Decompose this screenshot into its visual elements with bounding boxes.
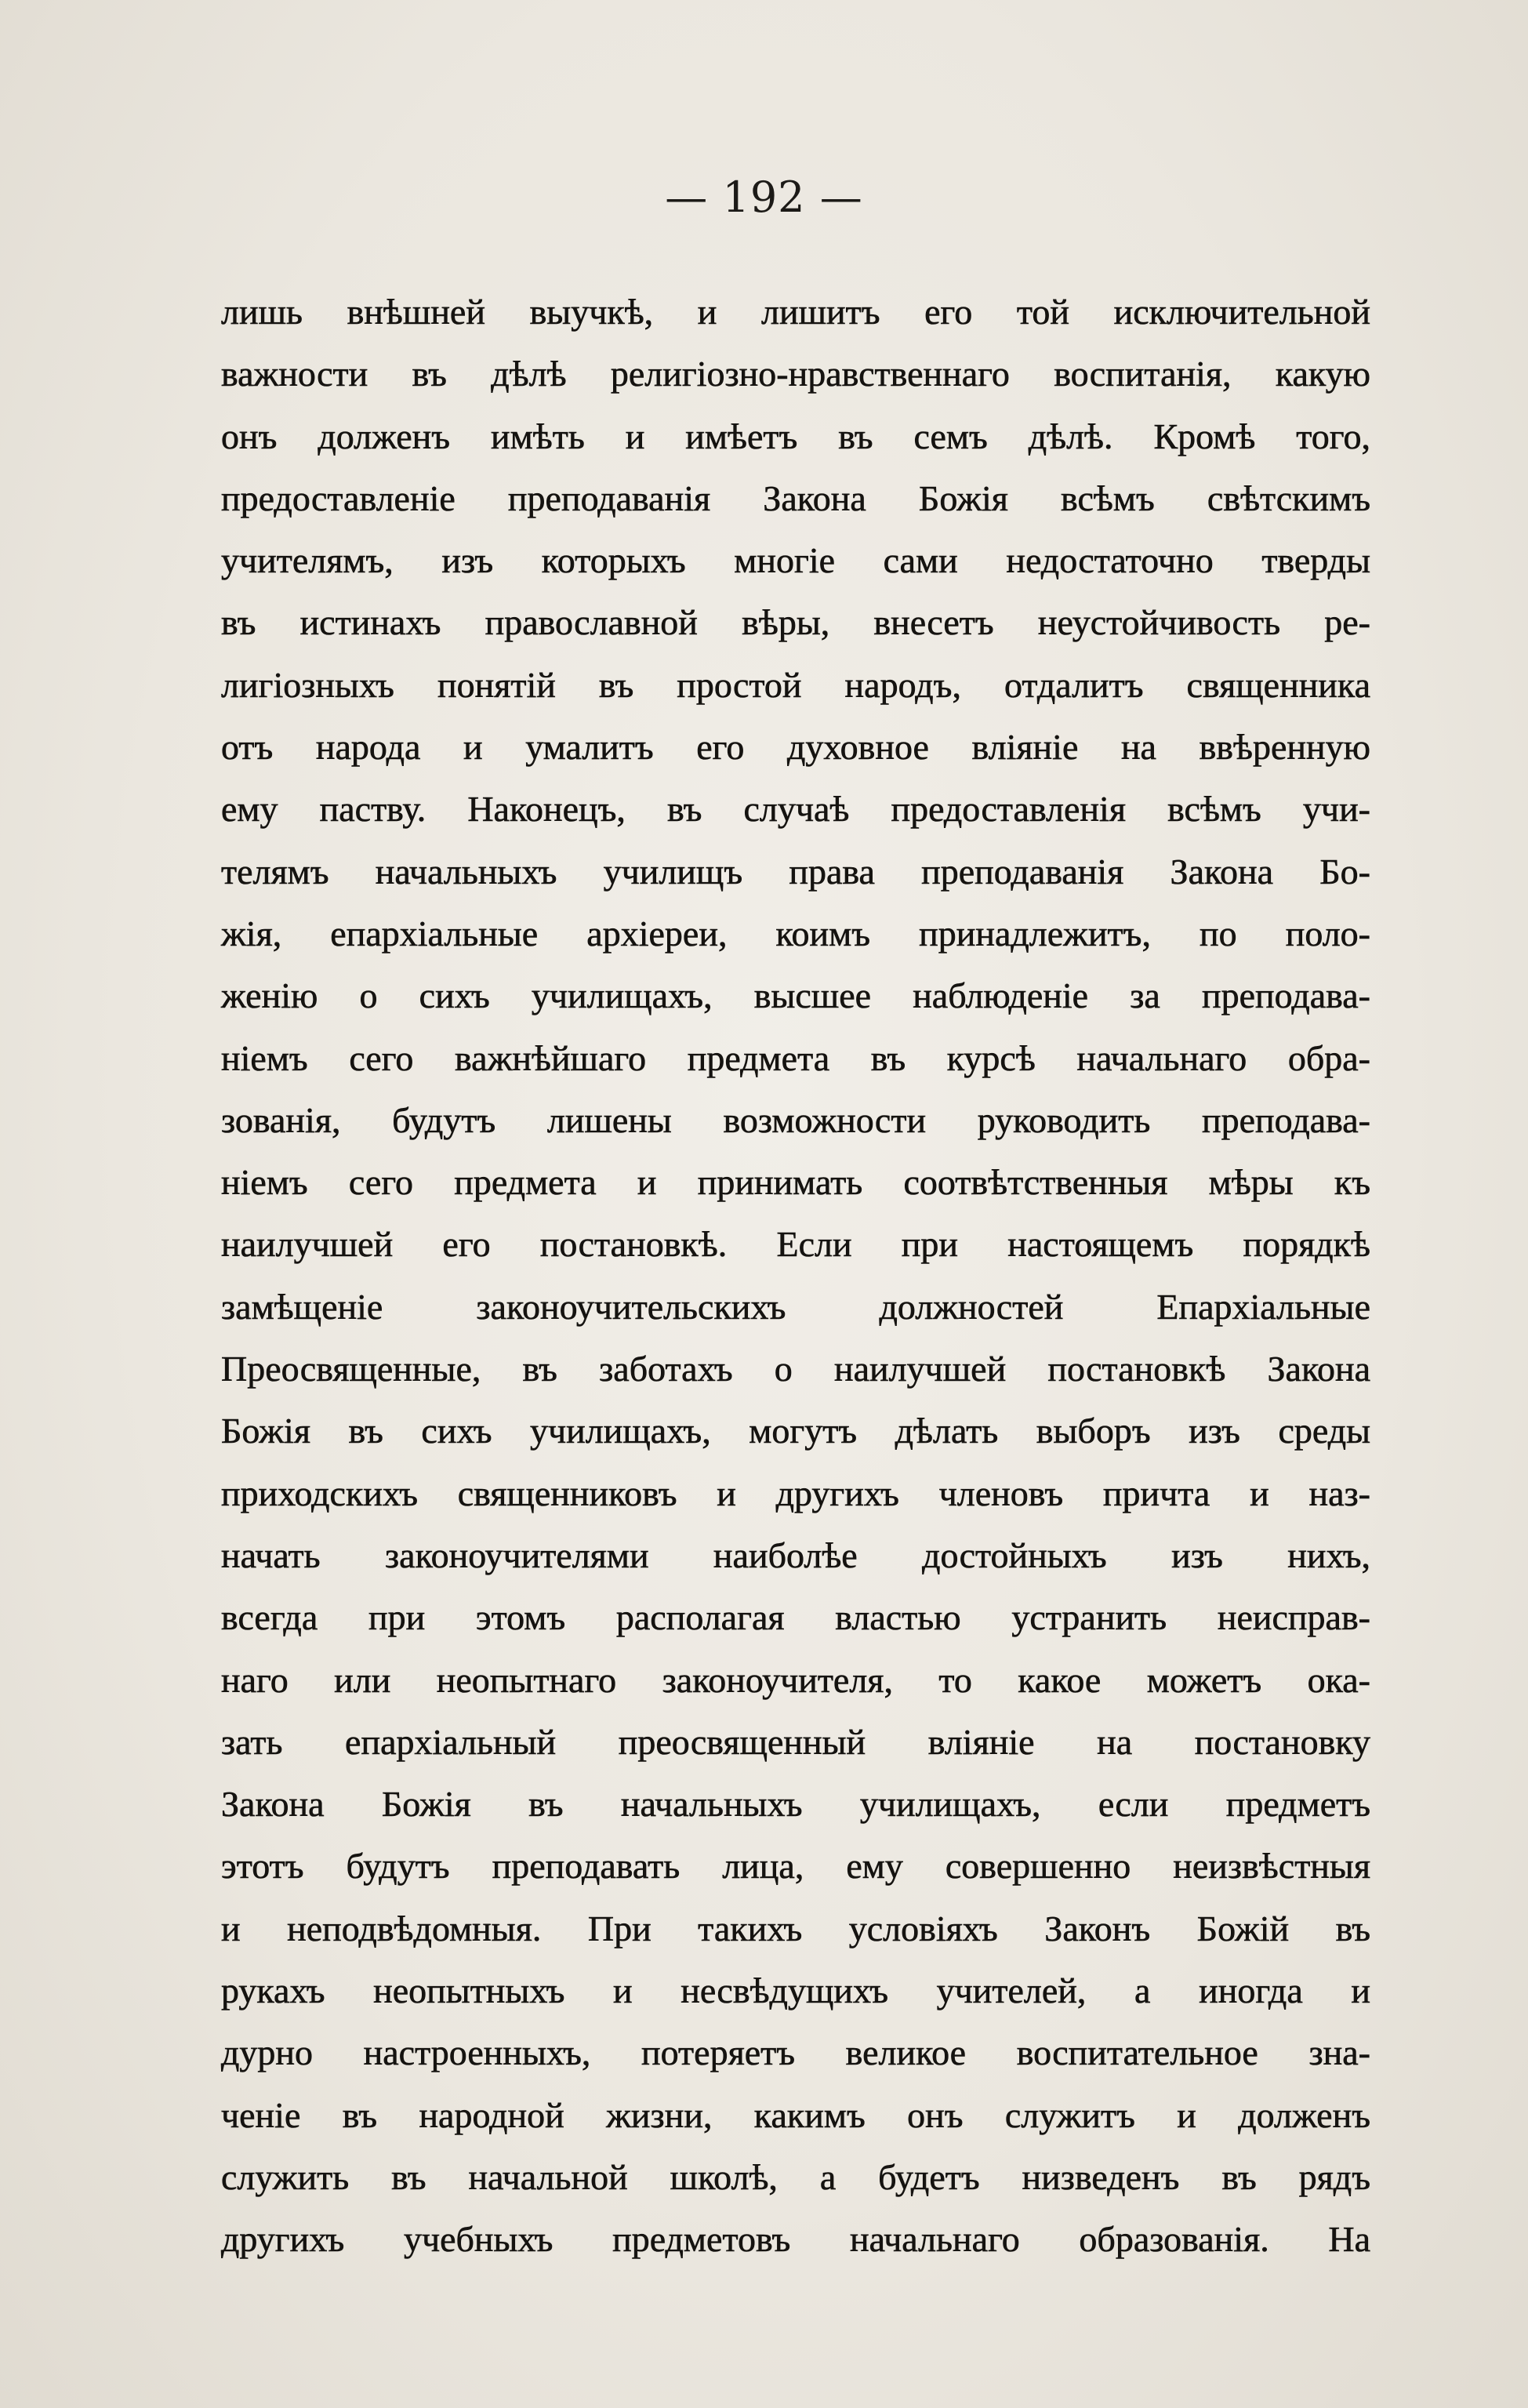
- text-line: наго или неопытнаго законоучителя, то какое можетъ ока-: [221, 1659, 1370, 1700]
- text-line: женію о сихъ училищахъ, высшее наблюденіе за преподава-: [221, 975, 1370, 1016]
- body-text: [221, 281, 1370, 2271]
- text-line: дурно настроенныхъ, потеряетъ великое воспитательное зна-: [221, 2032, 1370, 2073]
- text-line: Закона Божія въ начальныхъ училищахъ, если предметъ: [221, 1784, 1370, 1825]
- text-line: жія, епархіальные архіереи, коимъ принадлежитъ, по поло-: [221, 913, 1370, 953]
- text-line: учителямъ, изъ которыхъ многіе сами недостаточно тверды: [221, 540, 1370, 581]
- text-line: ніемъ сего важнѣйшаго предмета въ курсѣ начальнаго обра-: [221, 1037, 1370, 1078]
- text-line: этотъ будутъ преподавать лица, ему совершенно неизвѣстныя: [221, 1846, 1370, 1887]
- text-line: въ истинахъ православной вѣры, внесетъ неустойчивость ре-: [221, 602, 1370, 643]
- text-line: наилучшей его постановкѣ. Если при настоящемъ порядкѣ: [221, 1224, 1370, 1265]
- text-line: приходскихъ священниковъ и другихъ членовъ причта и наз-: [221, 1473, 1370, 1513]
- text-line: ченіе въ народной жизни, какимъ онъ служитъ и долженъ: [221, 2094, 1370, 2135]
- text-line: важности въ дѣлѣ религіозно-нравственнаго воспитанія, какую: [221, 354, 1370, 394]
- text-line: зованія, будутъ лишены возможности руководить преподава-: [221, 1099, 1370, 1140]
- text-line: онъ долженъ имѣть и имѣетъ въ семъ дѣлѣ. Кромѣ того,: [221, 416, 1370, 456]
- text-line: телямъ начальныхъ училищъ права преподаванія Закона Бо-: [221, 851, 1370, 892]
- text-line: ніемъ сего предмета и принимать соотвѣтственныя мѣры къ: [221, 1162, 1370, 1203]
- text-line: предоставленіе преподаванія Закона Божія всѣмъ свѣтскимъ: [221, 478, 1370, 518]
- text-line: зать епархіальный преосвященный вліяніе на постановку: [221, 1721, 1370, 1762]
- text-line: Божія въ сихъ училищахъ, могутъ дѣлать выборъ изъ среды: [221, 1411, 1370, 1451]
- page-number: — 192 —: [665, 173, 863, 222]
- text-line: рукахъ неопытныхъ и несвѣдущихъ учителей, а иногда и: [221, 1970, 1370, 2011]
- text-line: и неподвѣдомныя. При такихъ условіяхъ Законъ Божій въ: [221, 1908, 1370, 1949]
- text-line: замѣщеніе законоучительскихъ должностей Епархіальные: [221, 1286, 1370, 1327]
- text-line: лишь внѣшней выучкѣ, и лишитъ его той исключительной: [221, 292, 1370, 332]
- text-line: лигіозныхъ понятій въ простой народъ, отдалитъ священника: [221, 664, 1370, 705]
- text-line: ему паству. Наконецъ, въ случаѣ предоставленія всѣмъ учи-: [221, 789, 1370, 830]
- text-line: начать законоучителями наиболѣе достойныхъ изъ нихъ,: [221, 1535, 1370, 1575]
- text-line: служить въ начальной школѣ, а будетъ низведенъ въ рядъ: [221, 2156, 1370, 2197]
- text-line: всегда при этомъ располагая властью устранить неисправ-: [221, 1597, 1370, 1638]
- text-line: другихъ учебныхъ предметовъ начальнаго образованія. На: [221, 2219, 1370, 2260]
- text-line: отъ народа и умалитъ его духовное вліяніе на ввѣренную: [221, 727, 1370, 768]
- text-line: Преосвященные, въ заботахъ о наилучшей постановкѣ Закона: [221, 1349, 1370, 1389]
